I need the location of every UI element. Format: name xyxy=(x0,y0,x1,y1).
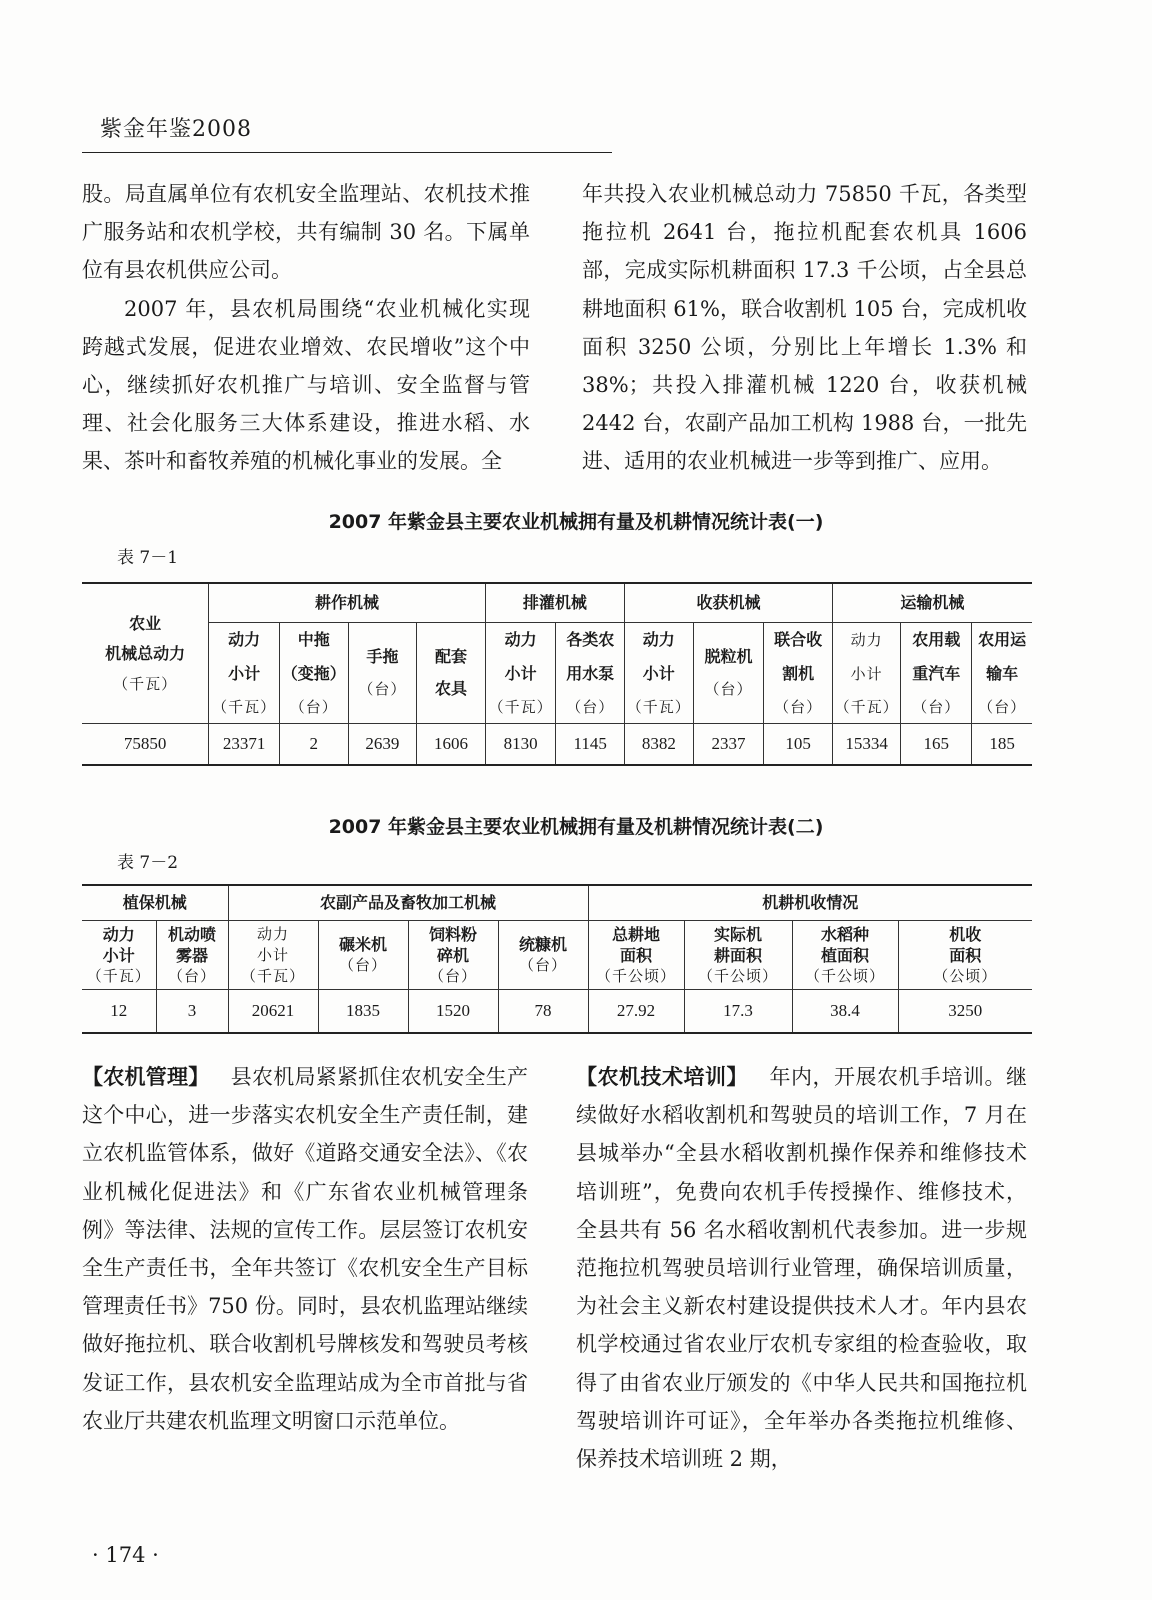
group-header: 机耕机收情况 xyxy=(588,885,1032,921)
table1-title: 2007 年紫金县主要农业机械拥有量及机耕情况统计表(一) xyxy=(328,511,824,533)
page-number: · 174 · xyxy=(92,1543,159,1567)
table-cell: 17.3 xyxy=(684,990,792,1034)
section-heading: 【农机管理】 xyxy=(82,1065,210,1089)
col-header: 碾米机 （台） xyxy=(318,921,408,990)
col-header: 动力 小计 （千瓦） xyxy=(82,921,156,990)
table-cell: 2 xyxy=(279,724,348,766)
col-header: 动力 xyxy=(209,623,280,658)
col-header: 小计 xyxy=(209,657,280,691)
table1-label: 表 7－1 xyxy=(117,548,179,568)
group-header: 排灌机械 xyxy=(485,583,624,623)
right-column-top xyxy=(582,175,1027,481)
header-rule xyxy=(82,152,612,153)
col-header: 农用运 xyxy=(972,623,1032,658)
col-header: 机收 面积 （公顷） xyxy=(898,921,1032,990)
group-header: 植保机械 xyxy=(82,885,228,921)
table-cell: 3 xyxy=(156,990,228,1034)
table-cell: 185 xyxy=(972,724,1032,766)
col-unit: （台） xyxy=(972,691,1032,724)
table-cell: 165 xyxy=(901,724,972,766)
col-header: 中拖 xyxy=(279,623,348,658)
col-header: 农用载 xyxy=(901,623,972,658)
col-unit: （台） xyxy=(279,691,348,724)
table-cell: 105 xyxy=(764,724,833,766)
col-header: 输车 xyxy=(972,657,1032,691)
table-cell: 1606 xyxy=(417,724,486,766)
left-column-top xyxy=(82,175,530,481)
table-row xyxy=(82,724,1032,766)
table2-title: 2007 年紫金县主要农业机械拥有量及机耕情况统计表(二) xyxy=(328,816,824,838)
col-header: 重汽车 xyxy=(901,657,972,691)
col-header: 动力 xyxy=(832,623,901,658)
col-header: 小计 xyxy=(625,657,694,691)
section-text: 年内，开展农机手培训。继续做好水稻收割机和驾驶员的培训工作，7 月在县城举办“全县水稻收割机操作保养和维修技术培训班”，免费向农机手传授操作、维修技术，全县共有 56 名水稻收割机代表参加。进一步规范拖拉机驾驶员培训行业管理，确保培训质量，为社会主义新农村建设提供技术人才。年内县农机学校通过省农业厅农机专家组的检查验收，取得了由省农业厅颁发的《中华人民共和国拖拉机驾驶培训许可证》，全年举办各类拖拉机维修、保养技术培训班 2 期， xyxy=(576,1065,1027,1472)
table-cell: 8382 xyxy=(625,724,694,766)
col-header: 小计 xyxy=(485,657,556,691)
col-unit: （千瓦） xyxy=(832,691,901,724)
table-cell: 1835 xyxy=(318,990,408,1034)
table-cell: 1520 xyxy=(408,990,498,1034)
col-header: 小计 xyxy=(832,657,901,691)
col-header: 实际机 耕面积 （千公顷） xyxy=(684,921,792,990)
group-header: 耕作机械 xyxy=(209,583,485,623)
col-header: 联合收 xyxy=(764,623,833,658)
table-row xyxy=(82,990,1032,1034)
col-header: 统糠机 （台） xyxy=(498,921,588,990)
col-header: 动力 xyxy=(485,623,556,658)
col-unit: （台） xyxy=(764,691,833,724)
col-unit: （台） xyxy=(901,691,972,724)
table-cell: 75850 xyxy=(82,724,209,766)
col-header: 动力 小计 （千瓦） xyxy=(228,921,318,990)
table1 xyxy=(82,582,1032,766)
col-unit: （千瓦） xyxy=(209,691,280,724)
col-header: 水稻种 植面积 （千公顷） xyxy=(792,921,898,990)
table-cell: 23371 xyxy=(209,724,280,766)
col-header: 机动喷 雾器 （台） xyxy=(156,921,228,990)
group-header: 农副产品及畜牧加工机械 xyxy=(228,885,588,921)
header-total-power: 农业 机械总动力 （千瓦） xyxy=(82,583,209,724)
col-unit: （千瓦） xyxy=(485,691,556,724)
group-header: 收获机械 xyxy=(625,583,833,623)
paragraph: 股。局直属单位有农机安全监理站、农机技术推广服务站和农机学校，共有编制 30 名。下属单位有县农机供应公司。 xyxy=(82,182,530,283)
col-header: 动力 xyxy=(625,623,694,658)
table-cell: 2639 xyxy=(348,724,417,766)
table-cell: 12 xyxy=(82,990,156,1034)
paragraph: 年共投入农业机械总动力 75850 千瓦，各类型拖拉机 2641 台，拖拉机配套农机具 1606 部，完成实际机耕面积 17.3 千公顷，占全县总耕地面积 61%，联合收割机 105 台，完成机收面积 3250 公顷，分别比上年增长 1.3% 和 38%；共投入排灌机械 1220 台，收获机械 2442 台，农副产品加工机构 1988 台，一批先进、适用的农业机械进一步等到推广、应用。 xyxy=(582,182,1027,474)
col-header: 饲料粉 碎机 （台） xyxy=(408,921,498,990)
table-cell: 78 xyxy=(498,990,588,1034)
group-header: 运输机械 xyxy=(832,583,1032,623)
running-header: 紫金年鉴2008 xyxy=(100,117,252,142)
table-cell: 15334 xyxy=(832,724,901,766)
section-technical-training xyxy=(576,1058,1027,1478)
table-cell: 8130 xyxy=(485,724,556,766)
col-header: （变拖） xyxy=(279,657,348,691)
table-cell: 3250 xyxy=(898,990,1032,1034)
table-cell: 27.92 xyxy=(588,990,684,1034)
col-header: 手拖 （台） xyxy=(348,623,417,724)
section-text: 县农机局紧紧抓住农机安全生产这个中心，进一步落实农机安全生产责任制，建立农机监管体系，做好《道路交通安全法》、《农业机械化促进法》和《广东省农业机械管理条例》等法律、法规的宣传工作。层层签订农机安全生产责任书，全年共签订《农机安全生产目标管理责任书》750 份。同时，县农机监理站继续做好拖拉机、联合收割机号牌核发和驾驶员考核发证工作，县农机安全监理站成为全市首批与省农业厅共建农机监理文明窗口示范单位。 xyxy=(82,1065,528,1433)
section-farm-machinery-management xyxy=(82,1058,528,1440)
table2 xyxy=(82,884,1032,1034)
table-cell: 20621 xyxy=(228,990,318,1034)
col-header: 配套 农具 xyxy=(417,623,486,724)
section-heading: 【农机技术培训】 xyxy=(576,1065,748,1089)
col-header: 用水泵 xyxy=(556,657,625,691)
col-header: 各类农 xyxy=(556,623,625,658)
table-cell: 38.4 xyxy=(792,990,898,1034)
col-header: 割机 xyxy=(764,657,833,691)
table2-label: 表 7－2 xyxy=(117,853,179,873)
col-unit: （台） xyxy=(556,691,625,724)
col-header: 脱粒机 （台） xyxy=(693,623,764,724)
table-cell: 2337 xyxy=(693,724,764,766)
table-cell: 1145 xyxy=(556,724,625,766)
col-header: 总耕地 面积 （千公顷） xyxy=(588,921,684,990)
paragraph: 2007 年，县农机局围绕“农业机械化实现跨越式发展，促进农业增效、农民增收”这个中心，继续抓好农机推广与培训、安全监督与管理、社会化服务三大体系建设，推进水稻、水果、茶叶和畜牧养殖的机械化事业的发展。全 xyxy=(82,296,530,474)
col-unit: （千瓦） xyxy=(625,691,694,724)
